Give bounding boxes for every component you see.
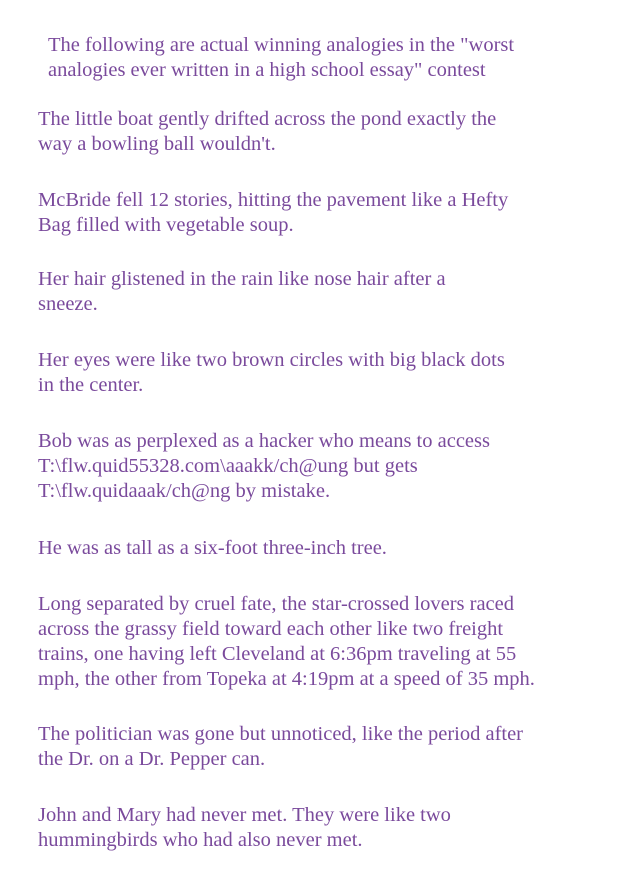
entry-line: Her eyes were like two brown circles with big black dots xyxy=(38,349,505,371)
analogy-entry xyxy=(38,107,633,157)
entry-line: The little boat gently drifted across the pond exactly the xyxy=(38,108,497,130)
analogy-entry xyxy=(38,188,633,238)
analogy-entry xyxy=(38,803,633,853)
document-heading xyxy=(48,33,633,83)
heading-line: The following are actual winning analogies in the "worst xyxy=(48,34,515,56)
entry-line: Her hair glistened in the rain like nose hair after a xyxy=(38,268,446,290)
entry-line: the Dr. on a Dr. Pepper can. xyxy=(38,748,266,770)
entry-line: T:\flw.quidaaak/ch@ng by mistake. xyxy=(38,480,331,502)
entry-line: trains, one having left Cleveland at 6:36pm traveling at 55 xyxy=(38,643,517,665)
entry-line: The politician was gone but unnoticed, like the period after xyxy=(38,723,524,745)
analogy-entry xyxy=(38,722,633,772)
entry-line: McBride fell 12 stories, hitting the pavement like a Hefty xyxy=(38,189,509,211)
entry-line: in the center. xyxy=(38,374,144,396)
entry-line: sneeze. xyxy=(38,293,98,315)
entry-line: Bag filled with vegetable soup. xyxy=(38,214,294,236)
analogy-entry xyxy=(38,592,633,692)
entry-line: Long separated by cruel fate, the star-crossed lovers raced xyxy=(38,593,514,615)
entry-line: way a bowling ball wouldn't. xyxy=(38,133,276,155)
analogy-entry xyxy=(38,267,633,317)
entry-line: He was as tall as a six-foot three-inch tree. xyxy=(38,537,387,559)
entry-line: T:\flw.quid55328.com\aaakk/ch@ung but gets xyxy=(38,455,418,477)
entry-line: across the grassy field toward each other like two freight xyxy=(38,618,504,640)
analogy-entry xyxy=(38,348,633,398)
entry-line: John and Mary had never met. They were like two xyxy=(38,804,451,826)
entry-line: hummingbirds who had also never met. xyxy=(38,829,363,851)
analogy-entry xyxy=(38,536,633,561)
entry-line: mph, the other from Topeka at 4:19pm at a speed of 35 mph. xyxy=(38,668,535,690)
analogy-entry xyxy=(38,429,633,504)
heading-line: analogies ever written in a high school essay" contest xyxy=(48,59,486,81)
entry-line: Bob was as perplexed as a hacker who means to access xyxy=(38,430,490,452)
